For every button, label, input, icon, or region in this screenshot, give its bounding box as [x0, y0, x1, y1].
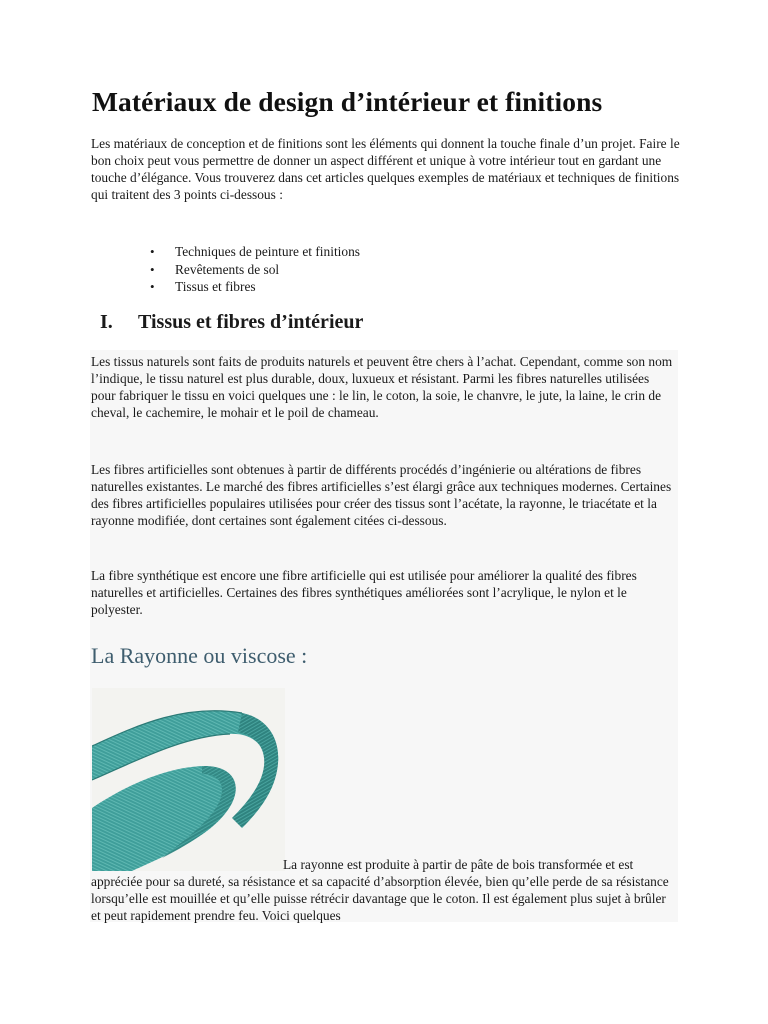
- topic-list: [150, 243, 360, 296]
- section-title: Tissus et fibres d’intérieur: [138, 311, 364, 333]
- list-item: • Techniques de peinture et finitions: [150, 243, 360, 261]
- image-inline-gap: [91, 868, 283, 869]
- ribbon-image: [92, 688, 285, 871]
- intro-paragraph: Les matériaux de conception et de finitions sont les éléments qui donnent la touche finale d’un projet. Faire le bon choix peut vous permettre de donner un aspect différent et unique à votre intérieur tout en gardant une touche d’élégance. Vous trouverez dans cet articles quelques exemples de matériaux et techniques de finitions qui traitent des 3 points ci-dessous :: [91, 136, 680, 202]
- list-item: • Tissus et fibres: [150, 278, 360, 296]
- rayonne-paragraph: [91, 856, 677, 924]
- rayonne-subheading: La Rayonne ou viscose :: [91, 643, 308, 668]
- rayonne-text: La rayonne est produite à partir de pâte de bois transformée et est appréciée pour sa dureté, sa résistance et sa capacité d’absorption élevée, bien qu’elle perde de sa résistance lorsqu’elle est mouillée et qu’elle puisse rétrécir davantage que le coton. Il est également plus sujet à brûler et peut rapidement prendre feu. Voici quelques: [91, 857, 669, 923]
- list-item: • Revêtements de sol: [150, 261, 360, 279]
- page-title: Matériaux de design d’intérieur et finitions: [92, 86, 603, 117]
- section-heading: [100, 311, 363, 334]
- natural-fabrics-paragraph: Les tissus naturels sont faits de produits naturels et peuvent être chers à l’achat. Cependant, comme son nom l’indique, le tissu naturel est plus durable, doux, luxueux et résistant. Parmi les fibres naturelles utilisées pour fabriquer le tissu en voici quelques une : le lin, le coton, la soie, le chanvre, le jute, la laine, le crin de cheval, le cachemire, le mohair et le poil de chameau.: [91, 354, 673, 420]
- section-number: I.: [100, 311, 113, 333]
- synthetic-fibers-paragraph: La fibre synthétique est encore une fibre artificielle qui est utilisée pour améliorer la qualité des fibres naturelles et artificielles. Certaines des fibres synthétiques améliorées sont l’acrylique, le nylon et le polyester.: [91, 568, 637, 617]
- artificial-fibers-paragraph: Les fibres artificielles sont obtenues à partir de différents procédés d’ingénierie ou altérations de fibres naturelles existantes. Le marché des fibres artificielles s’est élargi grâce aux techniques modernes. Certaines des fibres artificielles populaires utilisées pour créer des tissus sont l’acétate, la rayonne, le triacétate et la rayonne modifiée, dont certaines sont également citées ci-dessous.: [91, 462, 672, 528]
